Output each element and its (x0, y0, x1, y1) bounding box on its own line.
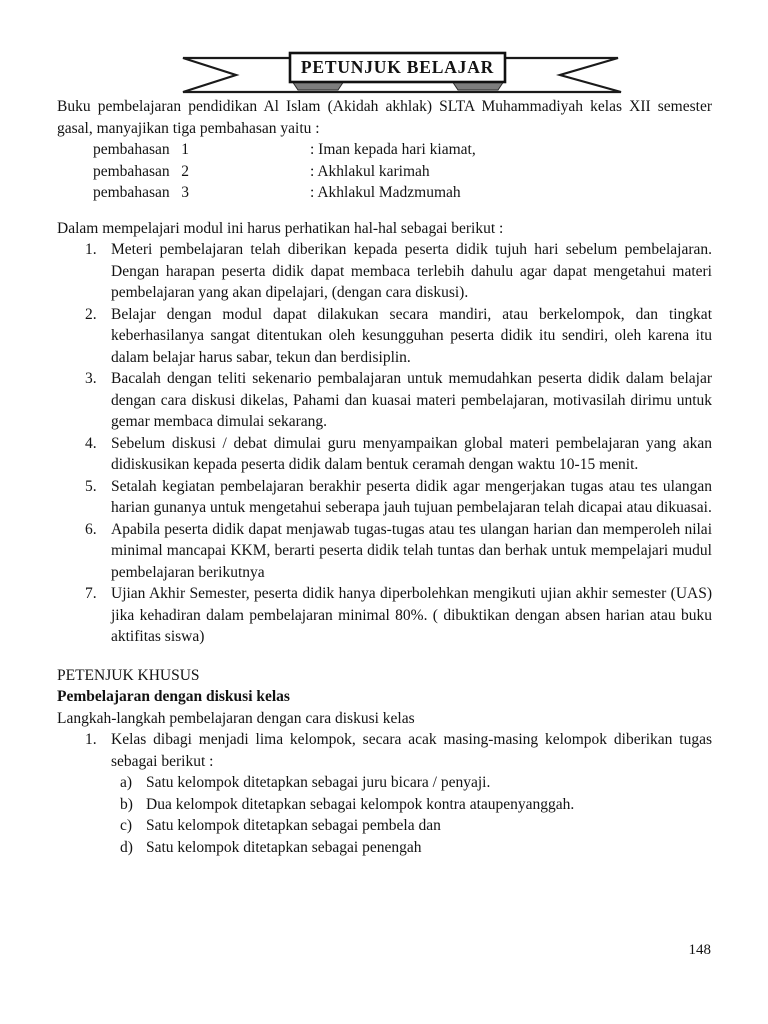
special-heading: PETENJUK KHUSUS (57, 666, 200, 684)
sub-item (120, 794, 712, 816)
topic-row (93, 161, 712, 183)
item-number: 1. (85, 731, 97, 748)
topic-row (93, 139, 712, 161)
item-text: Kelas dibagi menjadi lima kelompok, secara acak masing-masing kelompok diberikan tugas sebagai berikut : (111, 731, 712, 770)
instructions-heading: Dalam mempelajari modul ini harus perhatikan hal-hal sebagai berikut : (57, 219, 504, 237)
page-content (57, 96, 712, 858)
intro-paragraph: Buku pembelajaran pendidikan Al Islam (Akidah akhlak) SLTA Muhammadiyah kelas XII semester gasal, manyajikan tiga pembahasan yaitu : (57, 98, 712, 137)
special-intro-line: Langkah-langkah pembelajaran dengan cara diskusi kelas (57, 709, 415, 727)
ribbon-banner (0, 0, 768, 96)
sub-item-marker: d) (120, 838, 133, 856)
item-number: 6. (85, 520, 97, 538)
special-numbered-list (85, 729, 712, 772)
topic-row (93, 182, 712, 204)
topic-value: : Akhlakul karimah (310, 162, 430, 180)
instructions-list (85, 239, 712, 648)
item-text: Meteri pembelajaran telah diberikan kepada peserta didik tujuh hari sebelum pembelajaran. Dengan harapan peserta didik dapat membaca terlebih dahulu agar dapat mengetahui materi pembelajaran yang akan dipelajari, (dengan cara diskusi). (111, 241, 712, 301)
item-number: 3. (85, 370, 97, 387)
special-subheading: Pembelajaran dengan diskusi kelas (57, 688, 290, 705)
sub-item (120, 772, 712, 794)
topic-label: pembahasan 1 (93, 141, 189, 158)
instruction-item (85, 304, 712, 369)
instruction-item (85, 239, 712, 304)
item-text: Ujian Akhir Semester, peserta didik hanya diperbolehkan mengikuti ujian akhir semester (UAS) jika kehadiran dalam pembelajaran minimal 80%. ( dibuktikan dengan absen harian atau buku aktifitas siswa) (111, 585, 712, 645)
sub-item-marker: b) (120, 795, 133, 813)
sub-item-text: Satu kelompok ditetapkan sebagai penengah (146, 838, 422, 856)
special-item (85, 729, 712, 772)
special-sub-list (120, 772, 712, 858)
item-text: Belajar dengan modul dapat dilakukan secara mandiri, atau berkelompok, dan tingkat keberhasilanya sangat ditentukan oleh kesungguhan peserta didik itu sendiri, oleh karena itu dalam belajar harus sabar, tekun dan berdisiplin. (111, 305, 712, 366)
item-number: 1. (85, 241, 97, 258)
sub-item-text: Satu kelompok ditetapkan sebagai juru bicara / penyaji. (146, 774, 491, 791)
banner-title: PETUNJUK BELAJAR (300, 57, 495, 77)
instruction-item (85, 368, 712, 433)
item-text: Bacalah dengan teliti sekenario pembalajaran untuk memudahkan peserta didik dalam belajar dengan cara diskusi dikelas, Pahami dan kuasai materi pembelajaran, motivasilah dirimu untuk gemar membaca dimulai sekarang. (111, 370, 712, 430)
instruction-item (85, 583, 712, 648)
spacer (57, 648, 712, 665)
topic-label: pembahasan 3 (93, 184, 189, 201)
item-number: 7. (85, 585, 97, 602)
topic-value: : Iman kepada hari kiamat, (310, 141, 476, 158)
instruction-item (85, 433, 712, 476)
item-number: 5. (85, 477, 97, 495)
item-text: Setalah kegiatan pembelajaran berakhir peserta didik agar mengerjakan tugas atau tes ulangan harian gunanya untuk mengetahui seberapa jauh tujuan pembelajaran telah dicapai atau dikuasai. (111, 477, 712, 516)
sub-item-text: Dua kelompok ditetapkan sebagai kelompok kontra ataupenyanggah. (146, 795, 575, 813)
item-text: Apabila peserta didik dapat menjawab tugas-tugas atau tes ulangan harian dan memperoleh nilai minimal mancapai KKM, berarti peserta didik telah tuntas dan berhak untuk mempelajari mudul pembelajaran berikutnya (111, 520, 712, 581)
page-number: 148 (688, 942, 711, 958)
instruction-item (85, 476, 712, 519)
topic-value: : Akhlakul Madzmumah (310, 184, 461, 201)
sub-item-marker: c) (120, 817, 133, 834)
instruction-item (85, 519, 712, 584)
spacer (57, 204, 712, 218)
item-number: 4. (85, 434, 97, 452)
sub-item (120, 837, 712, 859)
sub-item-marker: a) (120, 774, 133, 791)
item-text: Sebelum diskusi / debat dimulai guru menyampaikan global materi pembelajaran yang akan didiskusikan kepada peserta didik dalam bentuk ceramah dengan waktu 10-15 menit. (111, 434, 712, 473)
item-number: 2. (85, 305, 97, 323)
sub-item-text: Satu kelompok ditetapkan sebagai pembela dan (146, 817, 441, 834)
sub-item (120, 815, 712, 837)
topic-label: pembahasan 2 (93, 162, 189, 180)
topic-list (93, 139, 712, 204)
